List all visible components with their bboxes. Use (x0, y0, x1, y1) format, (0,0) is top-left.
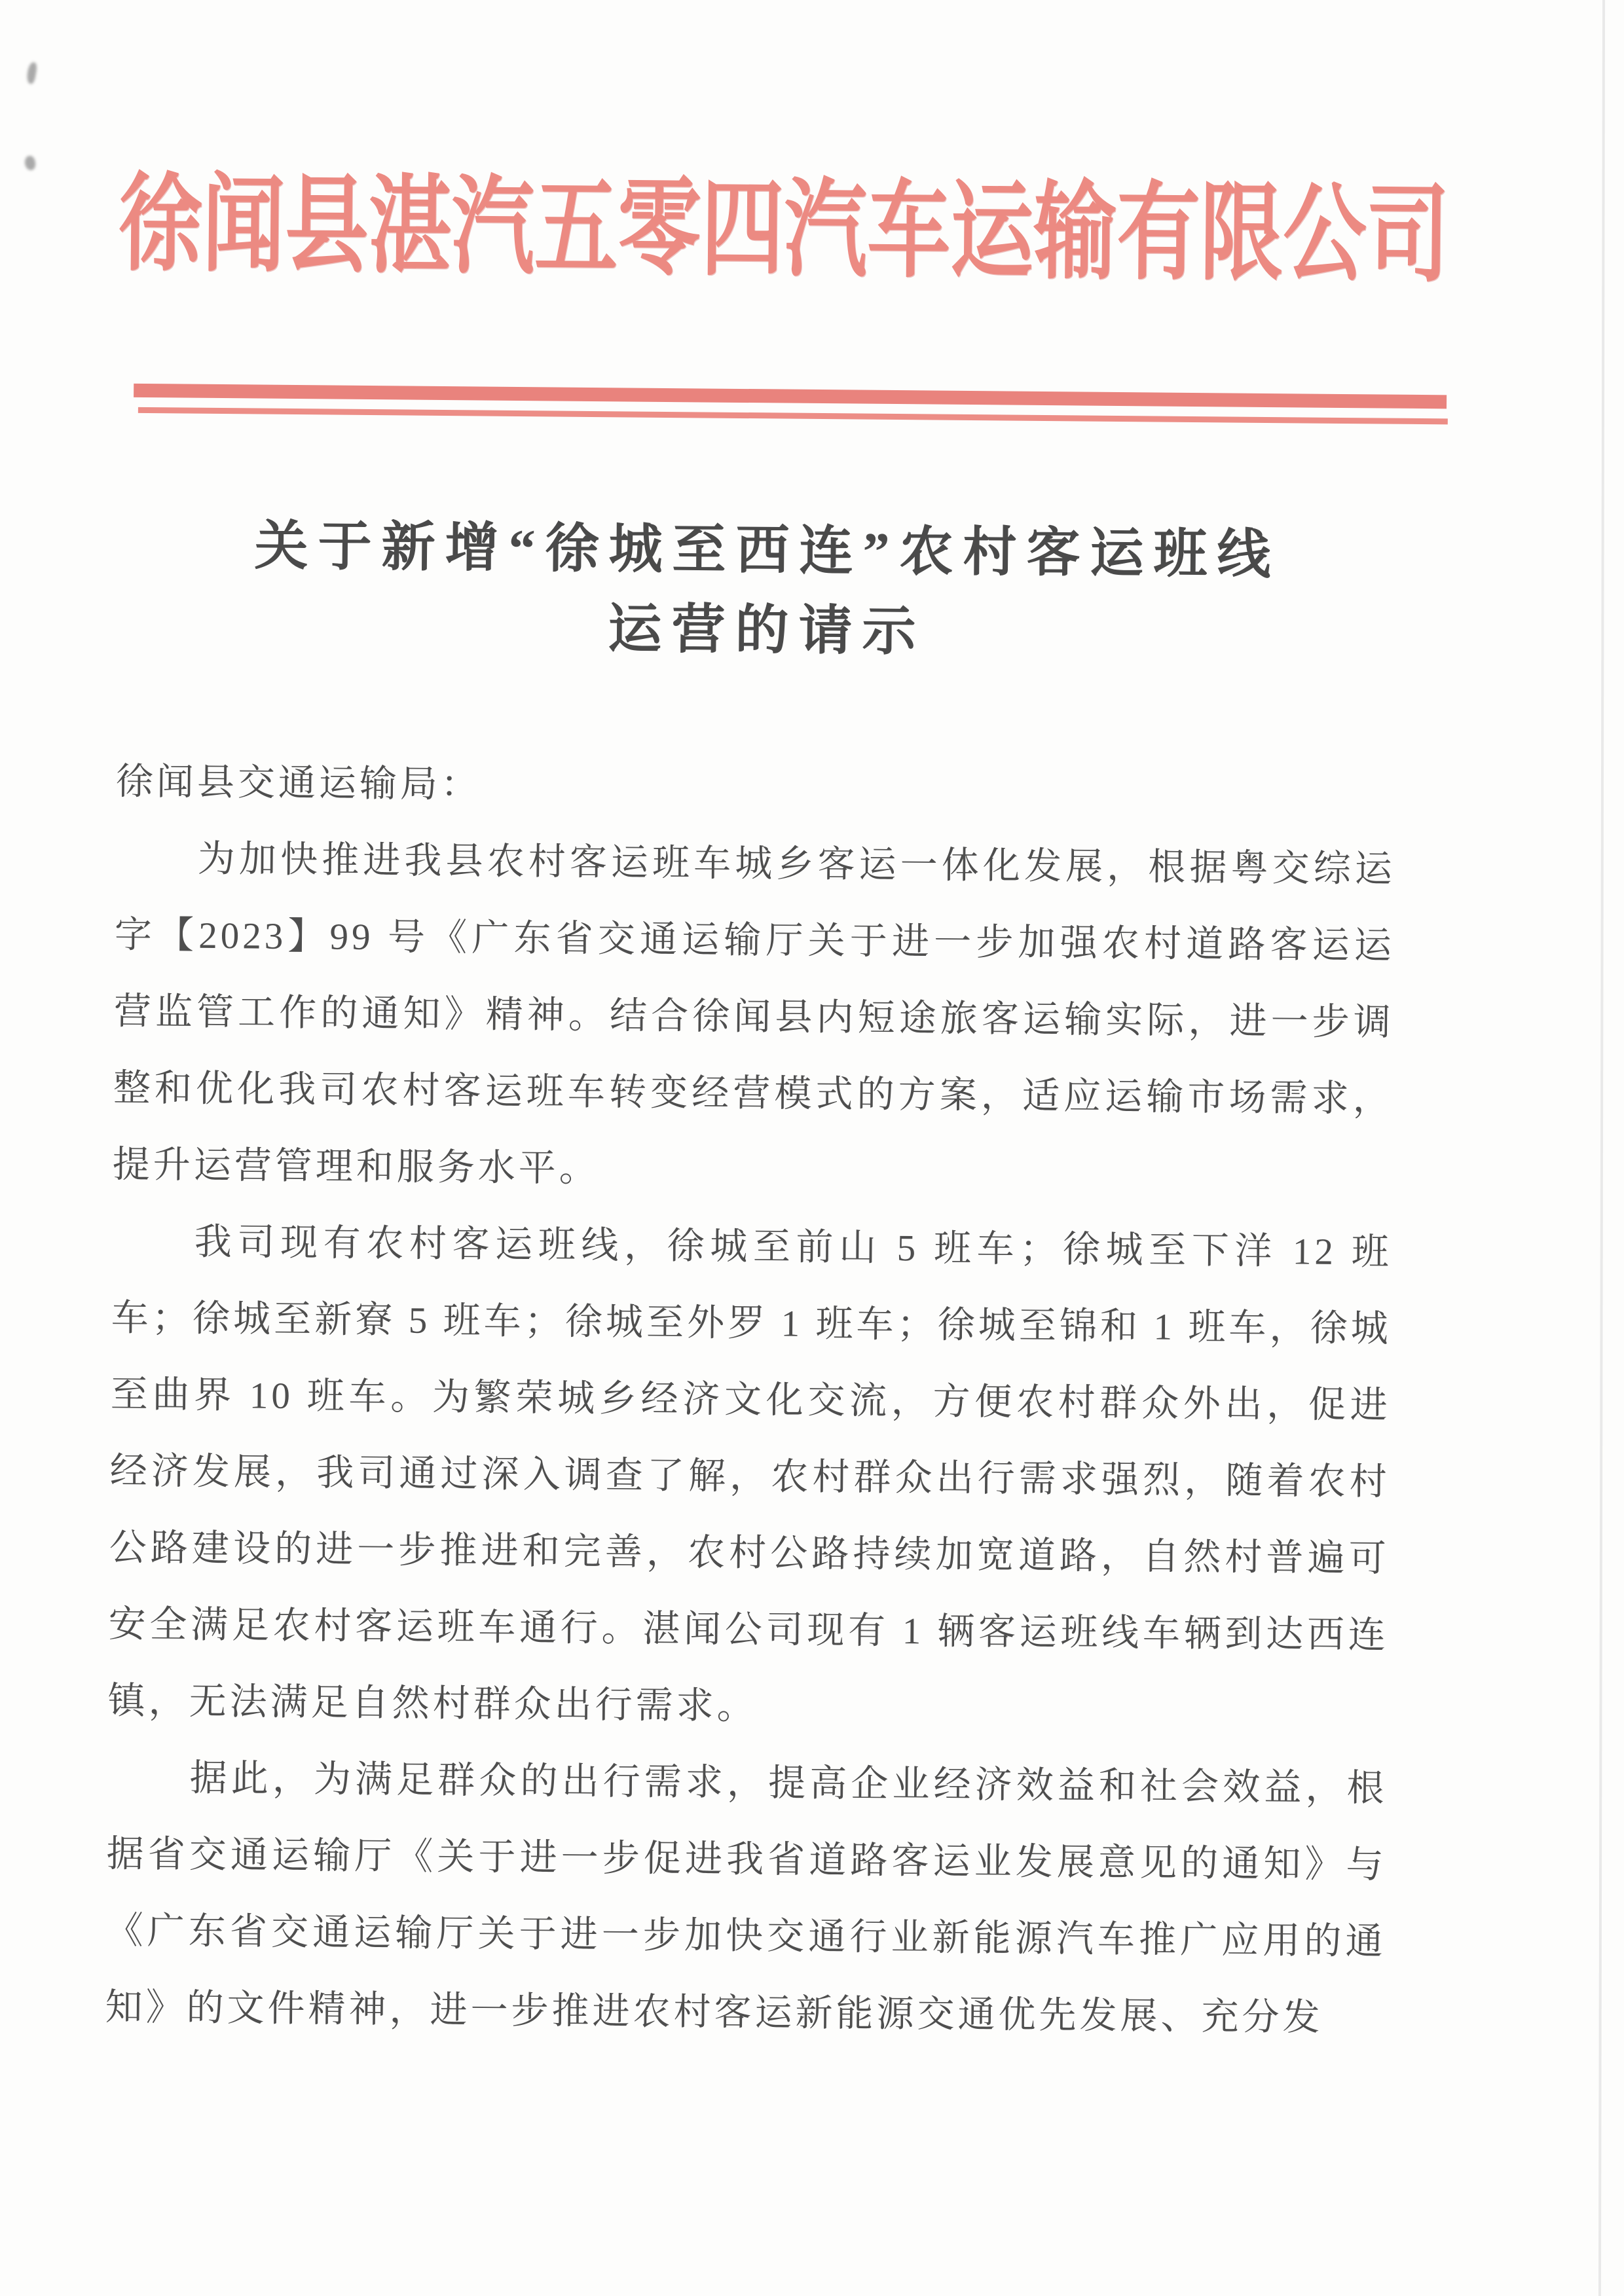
document-title-line-1: 关于新增“徐城至西连”农村客运班线 (254, 516, 1281, 585)
salutation: 徐闻县交通运输局： (115, 761, 482, 806)
letterhead-rule-thin (138, 407, 1448, 424)
document-title (115, 505, 1419, 676)
paragraph-3: 据此，为满足群众的出行需求，提高企业经济效益和社会效益，根据省交通运输厅《关于进一步促进我省道路客运业发展意见的通知》与《广东省交通运输厅关于进一步加快交通行业新能源汽车推广应用的通知》的文件精神，进一步推进农村客运新能源交通优先发展、充分发 (105, 1757, 1388, 2039)
company-letterhead: 徐闻县湛汽五零四汽车运输有限公司 (118, 166, 1450, 295)
paragraph-1: 为加快推进我县农村客运班车城乡客运一体化发展，根据粤交综运字【2023】99 号《广东省交通运输厅关于进一步加强农村道路客运运营监管工作的通知》精神。结合徐闻县内短途旅客运输实际，进一步调整和优化我司农村客运班车转变经营模式的方案，适应运输市场需求，提升运营管理和服务水平。 (112, 838, 1396, 1190)
document-body (105, 744, 1396, 2057)
paragraph-2: 我司现有农村客运班线，徐城至前山 5 班车；徐城至下洋 12 班车；徐城至新寮 5 班车；徐城至外罗 1 班车；徐城至锦和 1 班车，徐城至曲界 10 班车。为繁荣城乡经济文化交流，方便农村群众外出，促进经济发展，我司通过深入调查了解，农村群众出行需求强烈，随着农村公路建设的进一步推进和完善，农村公路持续加宽道路，自然村普遍可安全满足农村客运班车通行。湛闻公司现有 1 辆客运班线车辆到达西连镇，无法满足自然村群众出行需求。 (107, 1221, 1393, 1728)
document-title-line-2: 运营的请示 (608, 599, 926, 662)
letterhead-rule-thick (134, 384, 1447, 409)
